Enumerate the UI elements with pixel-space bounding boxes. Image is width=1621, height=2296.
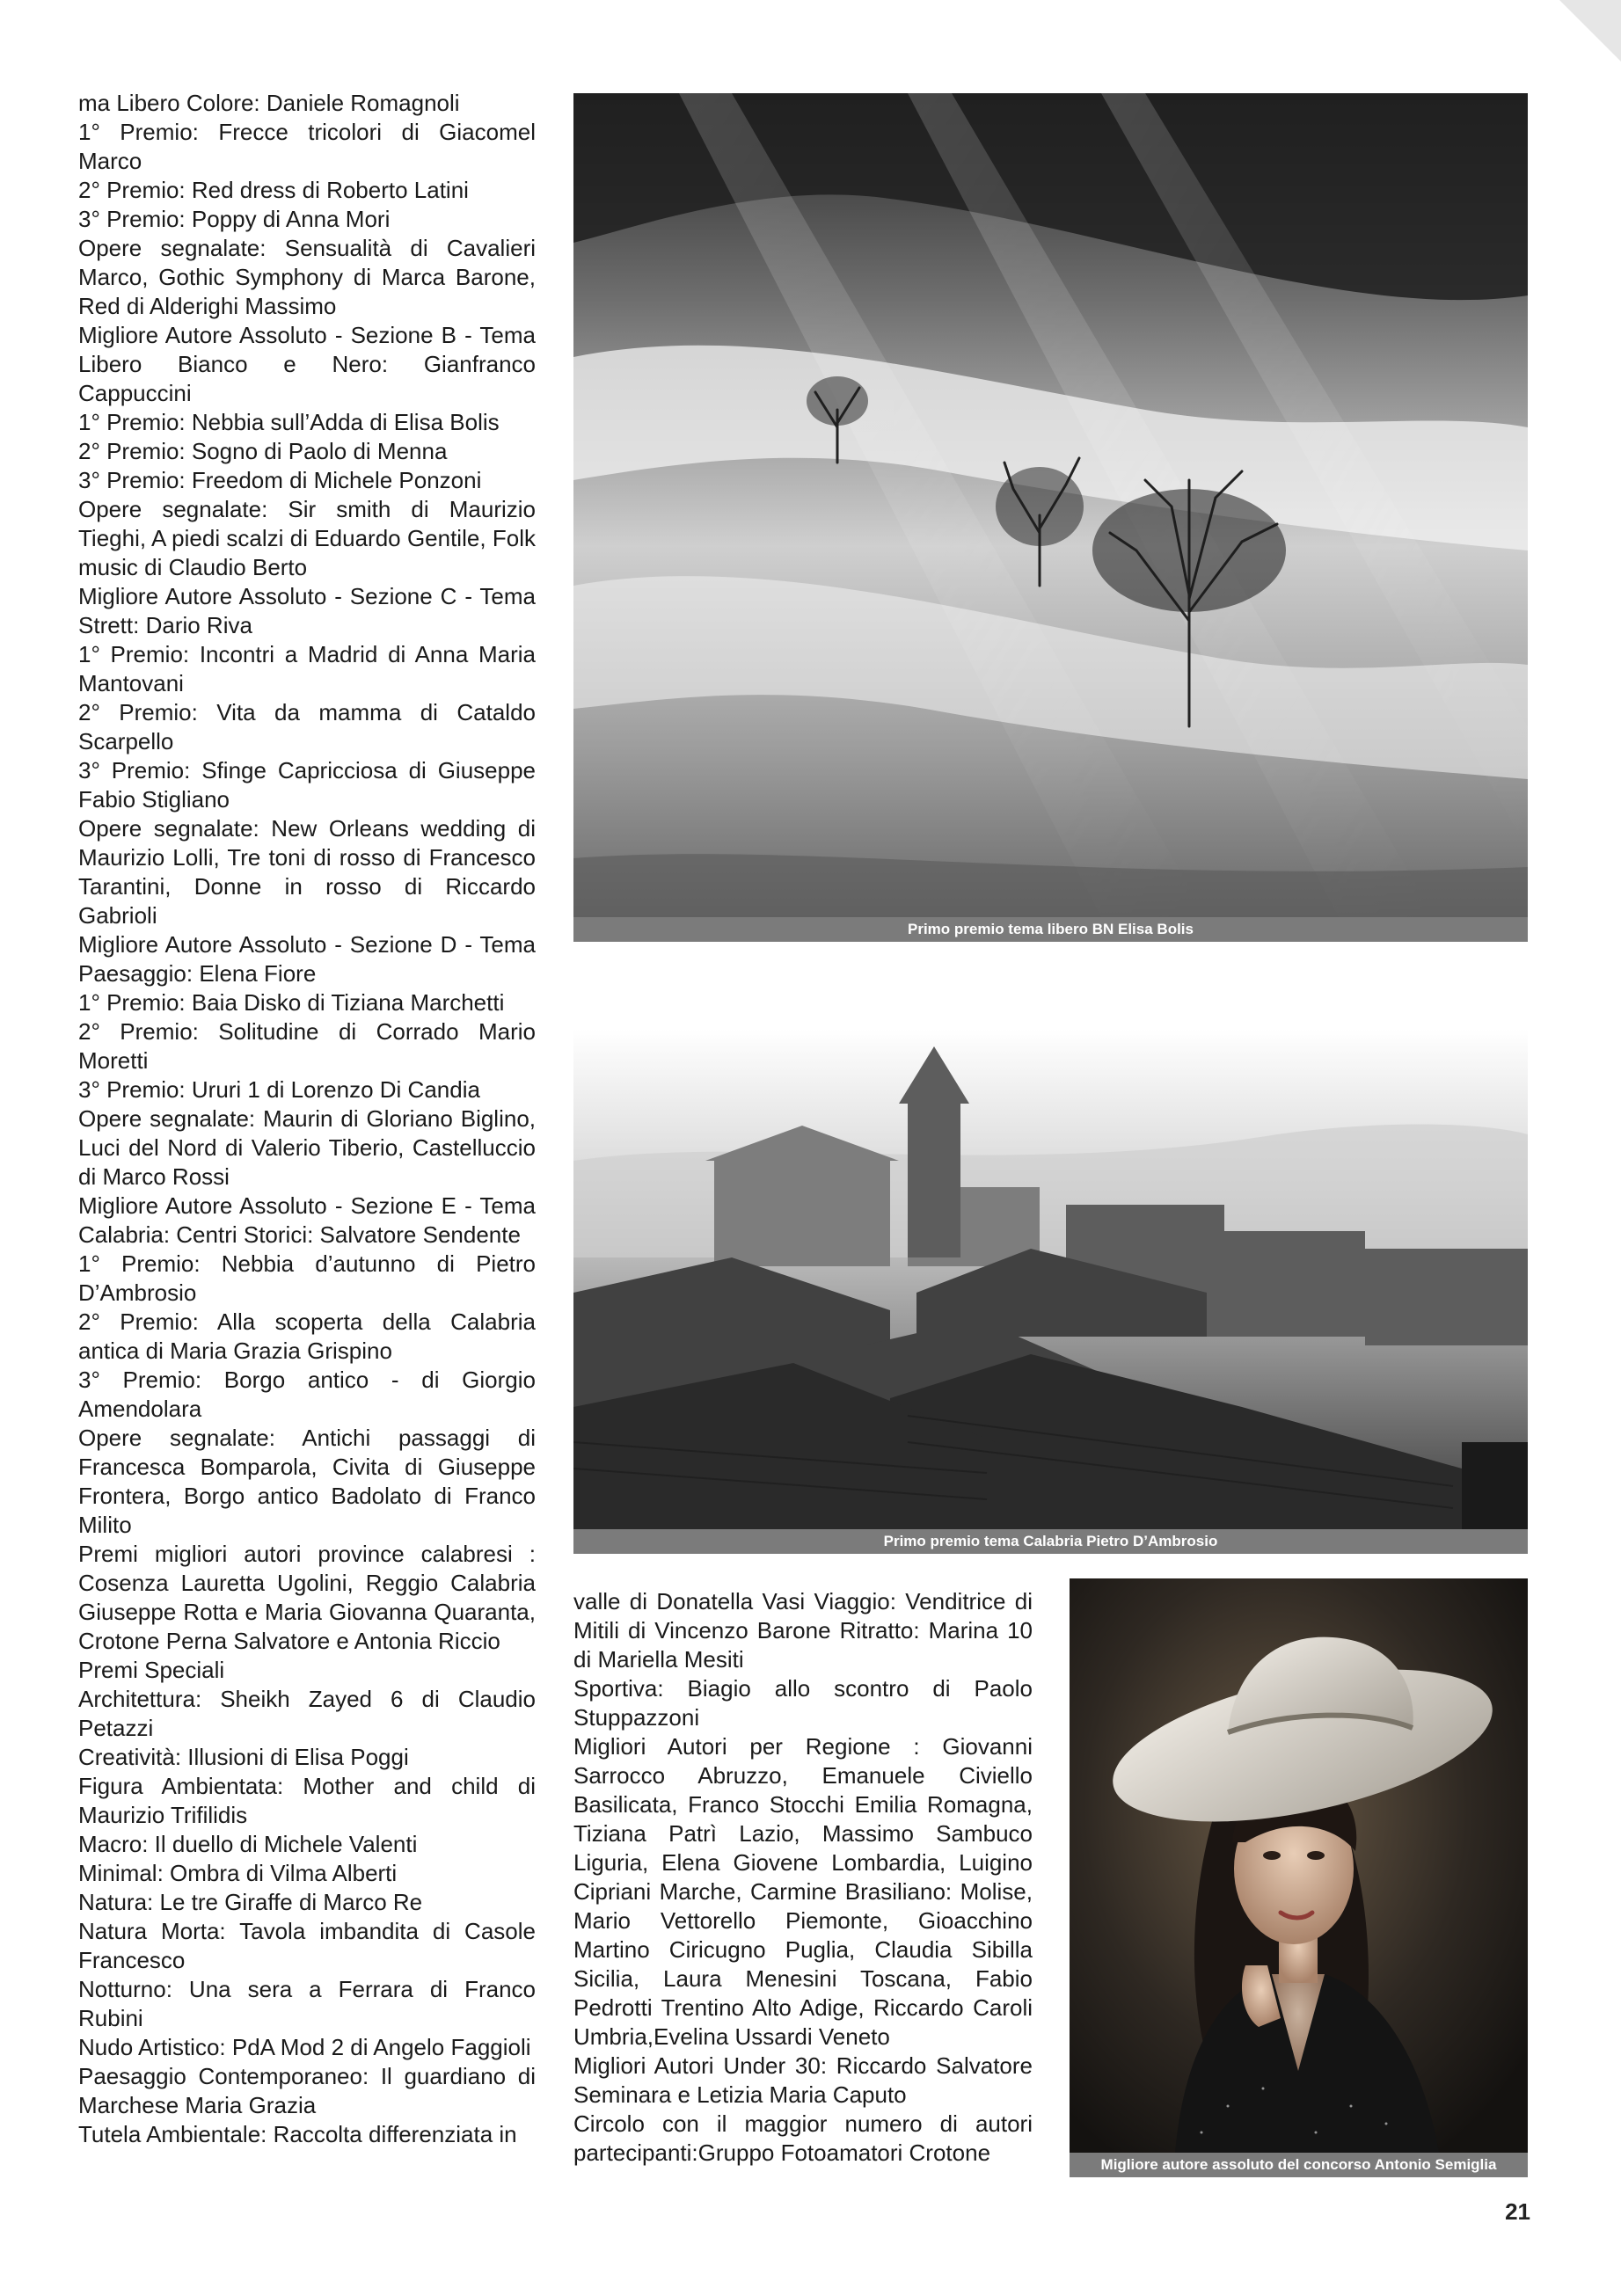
article-paragraph: 3° Premio: Borgo antico - di Giorgio Amendolara [78, 1367, 536, 1422]
article-paragraph: Tutela Ambientale: Raccolta differenziata in [78, 2121, 517, 2147]
article-paragraph: 1° Premio: Nebbia sull’Adda di Elisa Bolis [78, 409, 500, 435]
article-paragraph: Natura: Le tre Giraffe di Marco Re [78, 1889, 423, 1915]
article-paragraph: 3° Premio: Ururi 1 di Lorenzo Di Candia [78, 1076, 480, 1103]
article-paragraph: Nudo Artistico: PdA Mod 2 di Angelo Faggioli [78, 2034, 531, 2060]
article-paragraph: Opere segnalate: Sir smith di Maurizio Tieghi, A piedi scalzi di Eduardo Gentile, Folk music di Claudio Berto [78, 496, 536, 580]
page-number: 21 [1505, 2198, 1530, 2225]
article-paragraph: valle di Donatella Vasi Viaggio: Venditrice di Mitili di Vincenzo Barone Ritratto: Marina 10 di Mariella Mesiti [573, 1588, 1033, 1673]
article-paragraph: Migliore Autore Assoluto - Sezione E - Tema Calabria: Centri Storici: Salvatore Sendente [78, 1192, 536, 1248]
article-paragraph: 3° Premio: Freedom di Michele Ponzoni [78, 467, 482, 493]
article-paragraph: 2° Premio: Red dress di Roberto Latini [78, 177, 469, 203]
article-paragraph: ma Libero Colore: Daniele Romagnoli [78, 90, 460, 116]
article-paragraph: Opere segnalate: Sensualità di Cavalieri Marco, Gothic Symphony di Marca Barone, Red di Alderighi Massimo [78, 235, 536, 319]
article-paragraph: Migliori Autori per Regione : Giovanni Sarrocco Abruzzo, Emanuele Civiello Basilicata, Franco Stocchi Emilia Romagna, Tiziana Patrì Lazio, Massimo Sambuco Liguria, Elena Giovene Lombardia, Luigino Cipriani Marche, Carmine Brasiliano: Molise, Mario Vettorello Piemonte, Gioacchino Martino Ciricugno Puglia, Claudia Sibilla Sicilia, Laura Menesini Toscana, Fabio Pedrotti Trentino Alto Adige, Riccardo Caroli Umbria,Evelina Ussardi Veneto [573, 1733, 1033, 2050]
photo-caption-fog-trees: Primo premio tema libero BN Elisa Bolis [573, 917, 1528, 942]
article-paragraph: Premi Speciali [78, 1657, 225, 1683]
article-paragraph: 1° Premio: Incontri a Madrid di Anna Maria Mantovani [78, 641, 536, 696]
article-column-left [78, 89, 536, 2149]
article-paragraph: 1° Premio: Baia Disko di Tiziana Marchetti [78, 989, 505, 1016]
article-paragraph: Migliore Autore Assoluto - Sezione B - Tema Libero Bianco e Nero: Gianfranco Cappuccini [78, 322, 536, 406]
article-paragraph: Minimal: Ombra di Vilma Alberti [78, 1860, 398, 1886]
article-paragraph: Opere segnalate: Maurin di Gloriano Biglino, Luci del Nord di Valerio Tiberio, Castelluccio di Marco Rossi [78, 1105, 536, 1190]
article-paragraph: Sportiva: Biagio allo scontro di Paolo Stuppazzoni [573, 1675, 1033, 1731]
article-paragraph: 1° Premio: Nebbia d’autunno di Pietro D’Ambrosio [78, 1250, 536, 1306]
article-paragraph: 2° Premio: Sogno di Paolo di Menna [78, 438, 448, 464]
article-paragraph: 1° Premio: Frecce tricolori di Giacomel Marco [78, 119, 536, 174]
photo-caption-village: Primo premio tema Calabria Pietro D’Ambrosio [573, 1529, 1528, 1554]
article-paragraph: Creatività: Illusioni di Elisa Poggi [78, 1744, 409, 1770]
article-paragraph: Figura Ambientata: Mother and child di Maurizio Trifilidis [78, 1773, 536, 1828]
article-paragraph: Migliori Autori Under 30: Riccardo Salvatore Seminara e Letizia Maria Caputo [573, 2052, 1033, 2108]
article-paragraph: Circolo con il maggior numero di autori partecipanti:Gruppo Fotoamatori Crotone [573, 2110, 1033, 2166]
photo-village [573, 1029, 1528, 1533]
photo-fog-trees [573, 93, 1528, 917]
article-paragraph: Migliore Autore Assoluto - Sezione C - Tema Strett: Dario Riva [78, 583, 536, 638]
article-paragraph: Opere segnalate: Antichi passaggi di Francesca Bomparola, Civita di Giuseppe Frontera, Borgo antico Badolato di Franco Milito [78, 1425, 536, 1538]
article-paragraph: Paesaggio Contemporaneo: Il guardiano di Marchese Maria Grazia [78, 2063, 536, 2118]
article-paragraph: 2° Premio: Alla scoperta della Calabria antica di Maria Grazia Grispino [78, 1308, 536, 1364]
article-paragraph: 3° Premio: Poppy di Anna Mori [78, 206, 391, 232]
article-paragraph: Migliore Autore Assoluto - Sezione D - Tema Paesaggio: Elena Fiore [78, 931, 536, 987]
page-corner-fold [1559, 0, 1621, 62]
article-paragraph: Opere segnalate: New Orleans wedding di Maurizio Lolli, Tre toni di rosso di Francesco Tarantini, Donne in rosso di Riccardo Gabrioli [78, 815, 536, 929]
article-paragraph: 2° Premio: Vita da mamma di Cataldo Scarpello [78, 699, 536, 754]
article-paragraph: Macro: Il duello di Michele Valenti [78, 1831, 418, 1857]
article-paragraph: 2° Premio: Solitudine di Corrado Mario Moretti [78, 1018, 536, 1074]
photo-caption-portrait: Migliore autore assoluto del concorso Antonio Semiglia [1070, 2153, 1528, 2177]
photo-portrait [1070, 1578, 1528, 2153]
article-column-middle [573, 1587, 1033, 2168]
article-paragraph: Natura Morta: Tavola imbandita di Casole Francesco [78, 1918, 536, 1973]
article-paragraph: Notturno: Una sera a Ferrara di Franco Rubini [78, 1976, 536, 2031]
article-paragraph: 3° Premio: Sfinge Capricciosa di Giuseppe Fabio Stigliano [78, 757, 536, 813]
article-paragraph: Architettura: Sheikh Zayed 6 di Claudio Petazzi [78, 1686, 536, 1741]
article-paragraph: Premi migliori autori province calabresi : Cosenza Lauretta Ugolini, Reggio Calabria Giuseppe Rotta e Maria Giovanna Quaranta, Crotone Perna Salvatore e Antonia Riccio [78, 1541, 536, 1654]
